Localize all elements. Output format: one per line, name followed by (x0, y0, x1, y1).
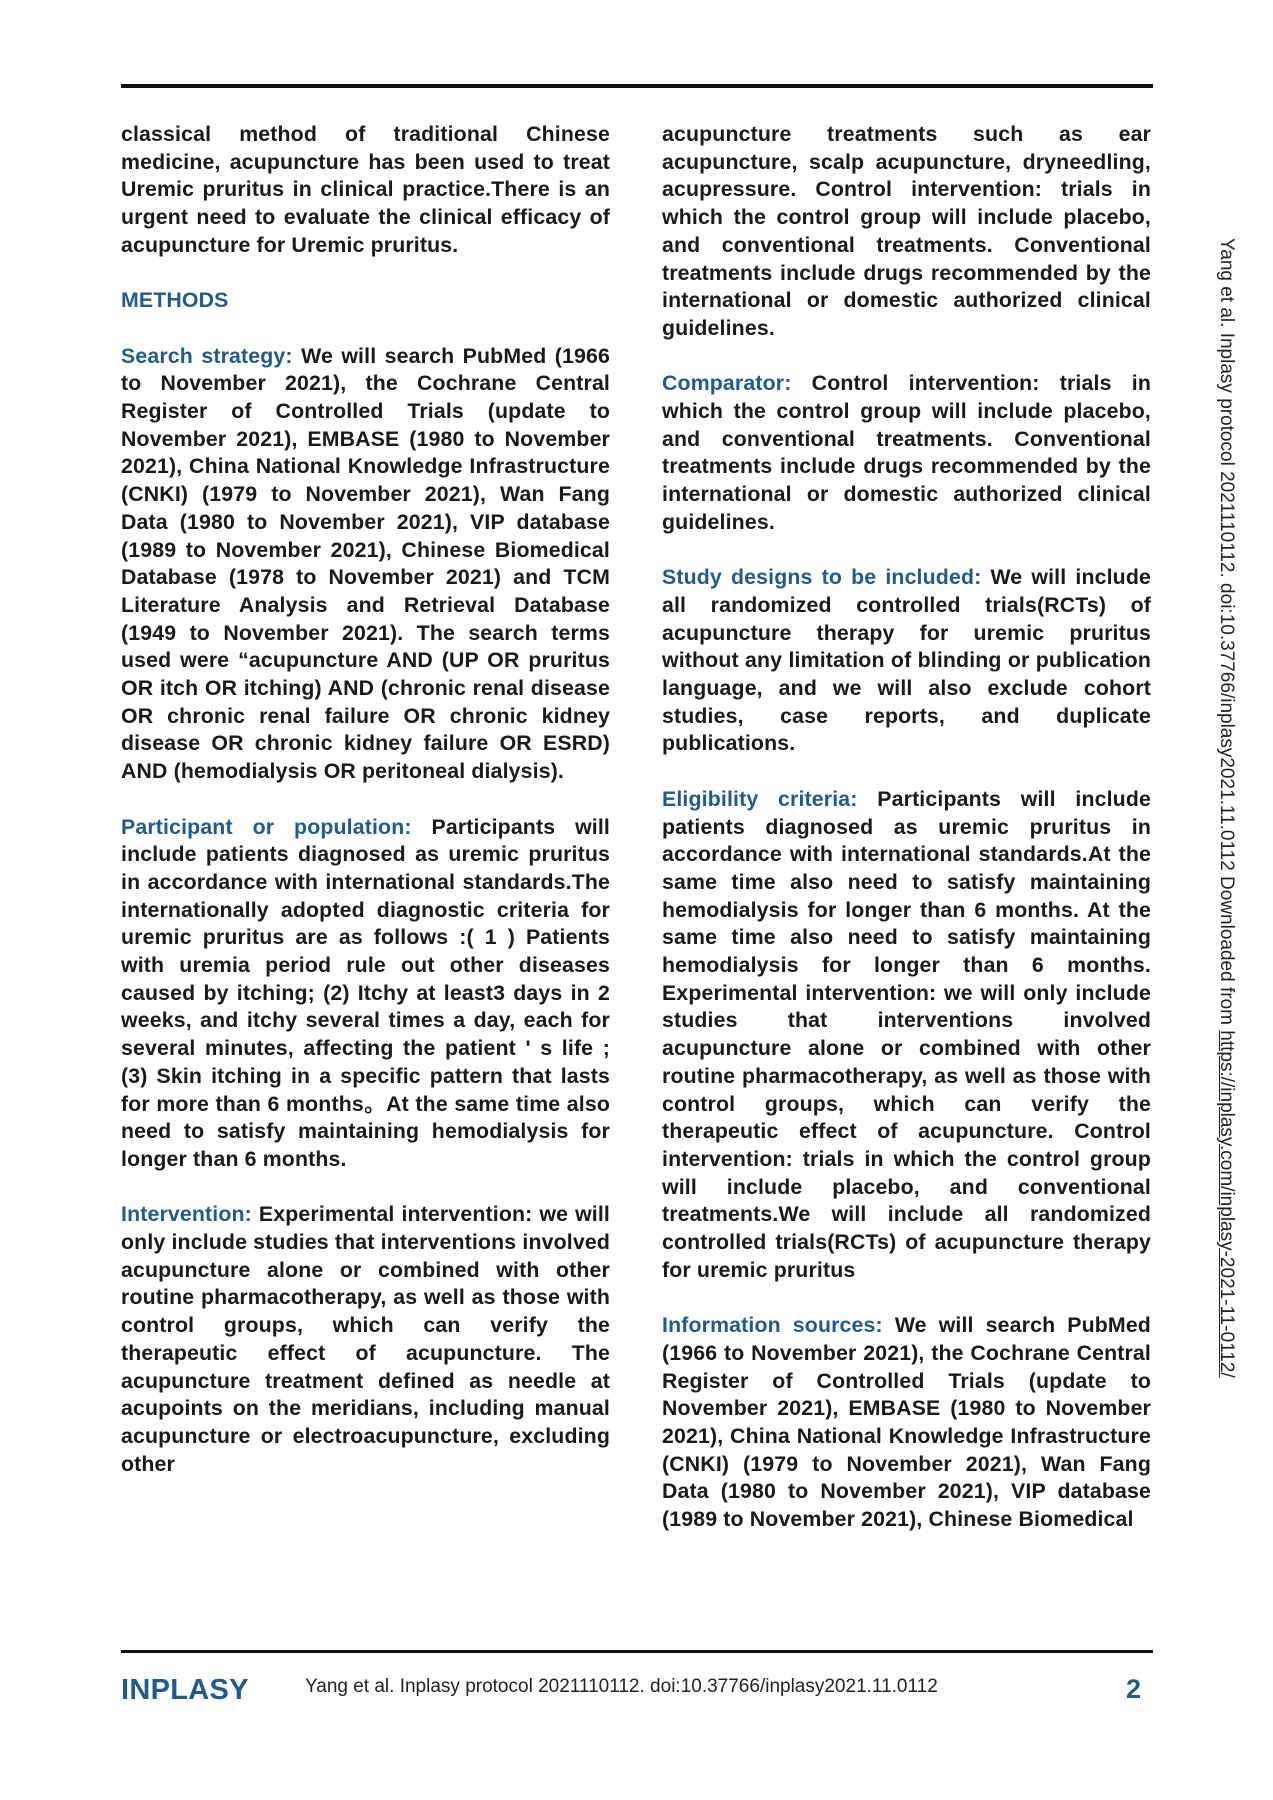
inplasy-logo: INPLASY (121, 1674, 249, 1706)
intervention-text: Experimental intervention: we will only include studies that interventions involved acupuncture alone or combined with other routine pharmacotherapy, as well as those with control groups, which can verify the therapeutic effect of acupuncture. The acupuncture treatment defined as needle at acupoints on the meridians, including manual acupuncture or electroacupuncture, excluding other (121, 1202, 610, 1476)
search-strategy-label: Search strategy: (121, 343, 293, 368)
eligibility-label: Eligibility criteria: (662, 786, 858, 811)
comparator-paragraph (662, 370, 1151, 536)
left-column (121, 121, 610, 1478)
continued-paragraph (662, 121, 1151, 343)
comparator-label: Comparator: (662, 371, 792, 396)
study-designs-label: Study designs to be included: (662, 565, 982, 590)
eligibility-paragraph (662, 786, 1151, 1285)
eligibility-text: Participants will include patients diagnosed as uremic pruritus in accordance with international standards.At the same time also need to satisfy maintaining hemodialysis for longer than 6 months. At the same time also need to satisfy maintaining hemodialysis for longer than 6 months. Experimental intervention: we will only include studies that interventions involved acupuncture alone or combined with other routine pharmacotherapy, as well as those with control groups, which can verify the therapeutic effect of acupuncture. Control intervention: trials in which the control group will include placebo, and conventional treatments.We will include all randomized controlled trials(RCTs) of acupuncture therapy for uremic pruritus (662, 786, 1151, 1282)
search-strategy-text: We will search PubMed (1966 to November 2021), the Cochrane Central Register of Controlled Trials (update to November 2021), EMBASE (1980 to November 2021), China National Knowledge Infrastructure (CNKI) (1979 to November 2021), Wan Fang Data (1980 to November 2021), VIP database (1989 to November 2021), Chinese Biomedical Database (1978 to November 2021) and TCM Literature Analysis and Retrieval Database (1949 to November 2021). The search terms used were “acupuncture AND (UP OR pruritus OR itch OR itching) AND (chronic renal disease OR chronic renal failure OR chronic kidney disease OR chronic kidney failure OR ESRD) AND (hemodialysis OR peritoneal dialysis). (121, 343, 610, 784)
page-footer (0, 1666, 1273, 1716)
information-sources-text: We will search PubMed (1966 to November 2021), the Cochrane Central Register of Controlled Trials (update to November 2021), EMBASE (1980 to November 2021), China National Knowledge Infrastructure (CNKI) (1979 to November 2021), Wan Fang Data (1980 to November 2021), VIP database (1989 to November 2021), Chinese Biomedical (662, 1313, 1151, 1532)
top-rule (121, 84, 1153, 88)
intervention-paragraph (121, 1201, 610, 1478)
study-designs-paragraph (662, 564, 1151, 758)
participant-paragraph (121, 814, 610, 1174)
study-designs-text: We will include all randomized controlled trials(RCTs) of acupuncture therapy for uremic pruritus without any limitation of blinding or publication language, and we will also exclude cohort studies, case reports, and duplicate publications. (662, 565, 1151, 756)
continued-text: acupuncture treatments such as ear acupuncture, scalp acupuncture, dryneedling, acupressure. Control intervention: trials in which the control group will include placebo, and conventional treatments. Conventional treatments include drugs recommended by the international or domestic authorized clinical guidelines. (662, 122, 1151, 340)
page-number: 2 (1126, 1674, 1142, 1704)
footer-citation: Yang et al. Inplasy protocol 2021110112. doi:10.37766/inplasy2021.11.0112 (305, 1676, 938, 1697)
methods-heading: METHODS (121, 288, 229, 313)
participant-text: Participants will include patients diagnosed as uremic pruritus in accordance with international standards.The internationally adopted diagnostic criteria for uremic pruritus are as follows :( 1 ) Patients with uremia period rule out other diseases caused by itching; (2) Itchy at least3 days in 2 weeks, and itchy several times a day, each for several minutes, affecting the patient ' s life ; (3) Skin itching in a specific pattern that lasts for more than 6 months。At the same time also need to satisfy maintaining hemodialysis for longer than 6 months. (121, 814, 610, 1171)
intervention-label: Intervention: (121, 1202, 252, 1227)
download-link[interactable]: https://inplasy.com/inplasy-2021-11-0112/ (1216, 1030, 1237, 1378)
intro-text: classical method of traditional Chinese medicine, acupuncture has been used to treat Uremic pruritus in clinical practice.There is an urgent need to evaluate the clinical efficacy of acupuncture for Uremic pruritus. (121, 122, 610, 257)
search-strategy-paragraph (121, 343, 610, 786)
intro-paragraph (121, 121, 610, 260)
bottom-rule (121, 1650, 1153, 1653)
right-column (662, 121, 1151, 1534)
information-sources-label: Information sources: (662, 1313, 883, 1338)
side-note-text: Yang et al. Inplasy protocol 2021110112. doi:10.37766/inplasy2021.11.0112 Downloaded from (1216, 238, 1237, 1031)
participant-label: Participant or population: (121, 814, 412, 839)
comparator-text: Control intervention: trials in which the control group will include placebo, and conventional treatments. Conventional treatments include drugs recommended by the international or domestic authorized clinical guidelines. (662, 371, 1151, 534)
information-sources-paragraph (662, 1312, 1151, 1534)
side-download-note (1215, 238, 1237, 1378)
